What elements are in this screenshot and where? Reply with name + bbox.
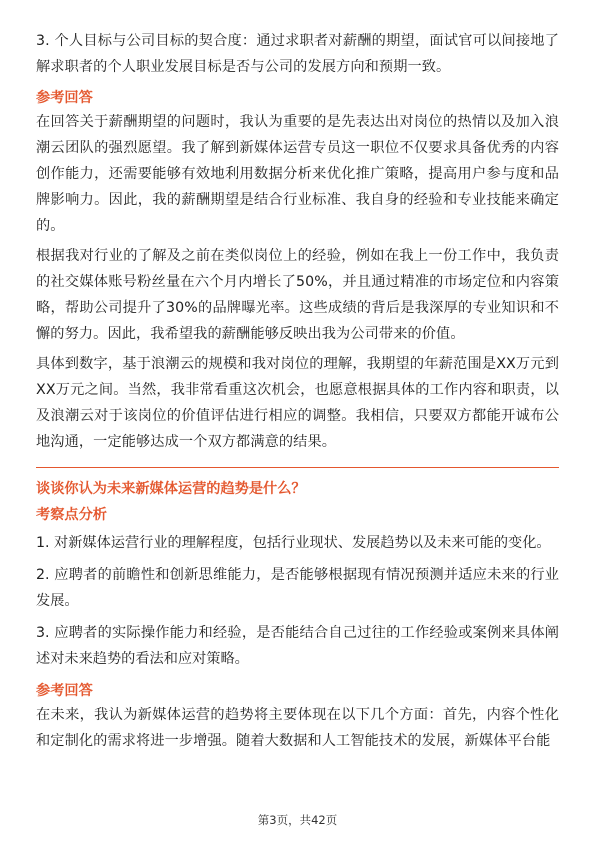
analysis-item: 2. 应聘者的前瞻性和创新思维能力，是否能够根据现有情况预测并适应未来的行业发展。 xyxy=(36,567,559,609)
intro-point: 3. 个人目标与公司目标的契合度：通过求职者对薪酬的期望，面试官可以间接地了解求职者的个人职业发展目标是否与公司的发展方向和预期一致。 xyxy=(36,33,559,75)
answer-paragraph: 在未来，我认为新媒体运营的趋势将主要体现在以下几个方面：首先，内容个性化和定制化的需求将进一步增强。随着大数据和人工智能技术的发展，新媒体平台能 xyxy=(36,707,559,749)
analysis-heading: 考察点分析 xyxy=(36,507,107,523)
answer-paragraph: 具体到数字，基于浪潮云的规模和我对岗位的理解，我期望的年薪范围是XX万元到XX万元之间。当然，我非常看重这次机会，也愿意根据具体的工作内容和职责，以及浪潮云对于该岗位的价值评估进行相应的调整。我相信，只要双方都能开诚布公地沟通，一定能够达成一个双方都满意的结果。 xyxy=(36,356,559,450)
answer-heading: 参考回答 xyxy=(36,683,93,699)
page-content xyxy=(36,28,559,754)
analysis-item: 1. 对新媒体运营行业的理解程度，包括行业现状、发展趋势以及未来可能的变化。 xyxy=(36,535,551,551)
analysis-item: 3. 应聘者的实际操作能力和经验，是否能结合自己过往的工作经验或案例来具体阐述对未来趋势的看法和应对策略。 xyxy=(36,625,559,667)
answer-paragraph: 根据我对行业的了解及之前在类似岗位上的经验，例如在我上一份工作中，我负责的社交媒体账号粉丝量在六个月内增长了50%，并且通过精准的市场定位和内容策略，帮助公司提升了30%的品牌曝光率。这些成绩的背后是我深厚的专业知识和不懈的努力。因此，我希望我的薪酬能够反映出我为公司带来的价值。 xyxy=(36,248,559,342)
question-section xyxy=(36,467,559,754)
page-number: 第3页，共42页 xyxy=(257,813,338,827)
answer-paragraph: 在回答关于薪酬期望的问题时，我认为重要的是先表达出对岗位的热情以及加入浪潮云团队的强烈愿望。我了解到新媒体运营专员这一职位不仅要求具备优秀的内容创作能力，还需要能够有效地利用数据分析来优化推广策略，提高用户参与度和品牌影响力。因此，我的薪酬期望是结合行业标准、我自身的经验和专业技能来确定的。 xyxy=(36,114,559,234)
answer-heading: 参考回答 xyxy=(36,90,93,106)
question-title: 谈谈你认为未来新媒体运营的趋势是什么？ xyxy=(36,481,306,497)
